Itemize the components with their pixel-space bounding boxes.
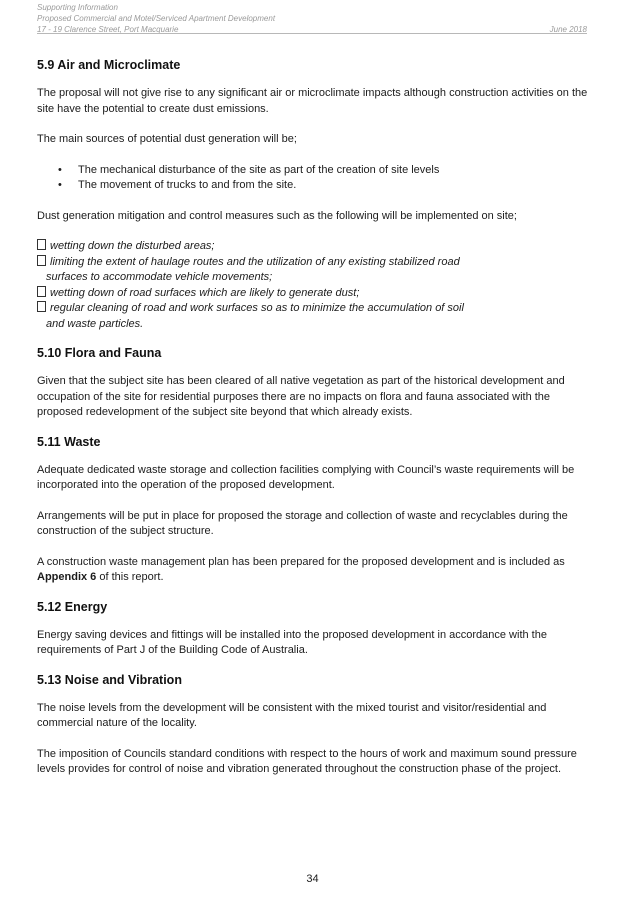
checkbox-glyph-icon — [37, 286, 46, 297]
paragraph: The imposition of Councils standard conditions with respect to the hours of work and maximum sound pressure levels provides for control of noise and vibration generated throughout the construction phase of the project. — [37, 747, 577, 775]
list-item-continuation: surfaces to accommodate vehicle movements; — [46, 271, 273, 283]
paragraph: Dust generation mitigation and control measures such as the following will be implemented on site; — [37, 209, 517, 222]
section-heading-5-13: 5.13 Noise and Vibration — [37, 672, 182, 687]
section-heading-5-10: 5.10 Flora and Fauna — [37, 346, 162, 360]
paragraph: The proposal will not give rise to any significant air or microclimate impacts although construction activities on the site have the potential to create dust emissions. — [37, 87, 588, 115]
page-number: 34 — [306, 873, 319, 885]
list-item: limiting the extent of haulage routes and the utilization of any existing stabilized road — [37, 255, 589, 271]
paragraph: Energy saving devices and fittings will be installed into the proposed development in accordance with the requirements of Part J of the Building Code of Australia. — [37, 628, 547, 656]
list-item: wetting down of road surfaces which are likely to generate dust; — [37, 286, 589, 302]
list-item: wetting down the disturbed areas; — [37, 239, 589, 255]
list-item-continuation: and waste particles. — [46, 317, 144, 330]
running-header — [37, 2, 587, 35]
checkbox-glyph-icon — [37, 255, 46, 266]
checkbox-glyph-icon — [37, 301, 46, 312]
paragraph: The noise levels from the development will be consistent with the mixed tourist and visitor/residential and commercial nature of the locality. — [37, 701, 547, 729]
list-item: • The movement of trucks to and from the site. — [37, 178, 589, 194]
appendix-reference: Appendix 6 — [37, 571, 97, 583]
section-heading-5-11: 5.11 Waste — [37, 434, 101, 449]
paragraph: Given that the subject site has been cleared of all native vegetation as part of the historical development and occupation of the site for residential purposes there are no impacts on flora and fauna associated with the proposed redevelopment of the subject site beyond that which already exists. — [37, 375, 565, 418]
list-item: • The mechanical disturbance of the site as part of the creation of site levels — [37, 163, 589, 179]
bullet-icon: • — [58, 179, 62, 191]
header-line-2: Proposed Commercial and Motel/Serviced Apartment Development — [37, 14, 276, 23]
section-heading-5-12: 5.12 Energy — [37, 599, 108, 614]
paragraph: The main sources of potential dust generation will be; — [37, 133, 297, 145]
checkbox-glyph-icon — [37, 239, 46, 250]
header-line-3: 17 - 19 Clarence Street, Port Macquarie — [37, 25, 179, 34]
section-heading-5-9: 5.9 Air and Microclimate — [37, 58, 181, 72]
mitigation-measures-list — [37, 239, 589, 332]
header-divider — [37, 33, 587, 34]
paragraph: Adequate dedicated waste storage and collection facilities complying with Council’s waste requirements will be incorporated into the operation of the proposed development. — [37, 463, 575, 491]
list-item: regular cleaning of road and work surfaces so as to minimize the accumulation of soil — [37, 301, 589, 317]
paragraph: A construction waste management plan has been prepared for the proposed development and is included as Appendix 6 of this report. — [37, 555, 565, 583]
header-line-1: Supporting Information — [37, 3, 118, 12]
dust-sources-list — [37, 163, 589, 194]
bullet-icon: • — [58, 163, 62, 176]
header-date: June 2018 — [549, 25, 587, 34]
page-body — [37, 55, 589, 778]
paragraph: Arrangements will be put in place for proposed the storage and collection of waste and recyclables during the construction of the subject structure. — [37, 509, 568, 537]
